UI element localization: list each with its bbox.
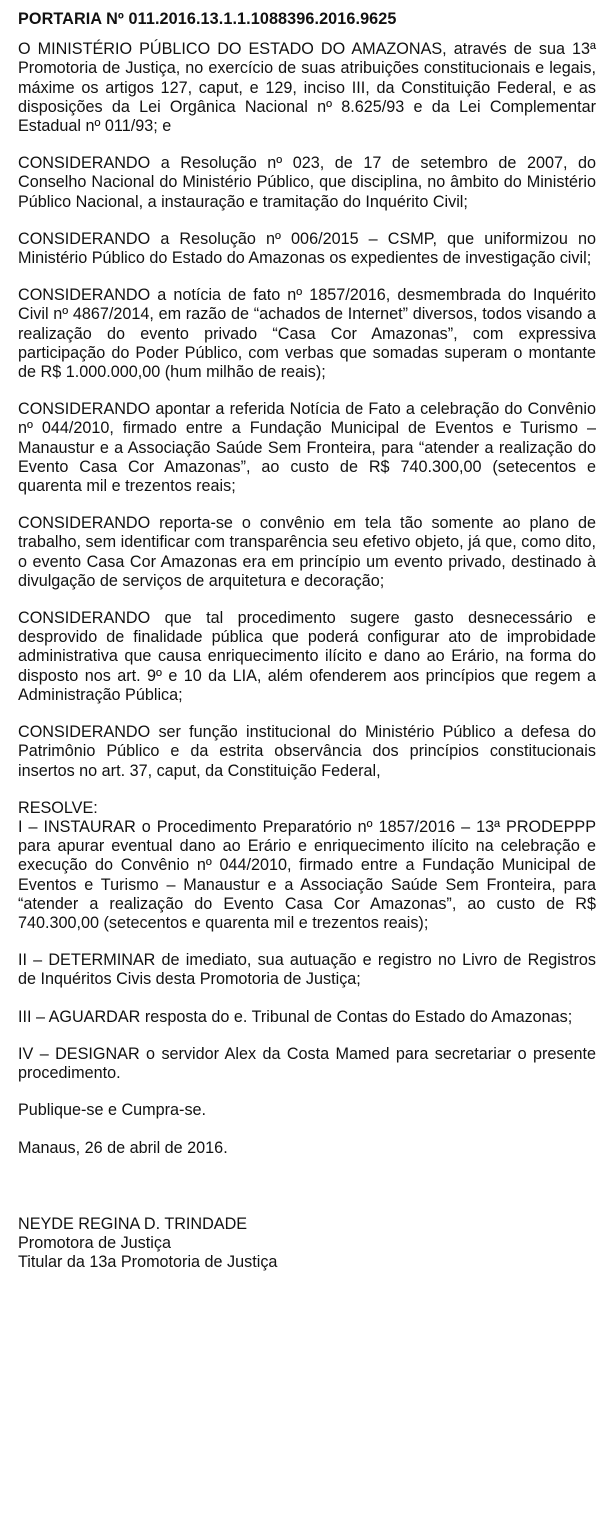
considerando-paragraph-5: CONSIDERANDO reporta-se o convênio em tela tão somente ao plano de trabalho, sem identificar com transparência seu efetivo objeto, já que, como dito, o evento Casa Cor Amazonas era em princípio um evento privado, destinado à divulgação de serviços de arquitetura e decoração; (18, 514, 596, 590)
resolve-item-2: II – DETERMINAR de imediato, sua autuação e registro no Livro de Registros de Inquéritos Civis desta Promotoria de Justiça; (18, 951, 596, 989)
considerando-paragraph-1: CONSIDERANDO a Resolução nº 023, de 17 de setembro de 2007, do Conselho Nacional do Ministério Público, que disciplina, no âmbito do Ministério Público Nacional, a instauração e tramitação do Inquérito Civil; (18, 154, 596, 211)
resolve-item-1: I – INSTAURAR o Procedimento Preparatório nº 1857/2016 – 13ª PRODEPPP para apurar eventual dano ao Erário e enriquecimento ilícito na celebração e execução do Convênio nº 044/2010, firmado entre a Fundação Municipal de Eventos e Turismo – Manaustur e a Associação Saúde Sem Fronteira, para “atender a realização do Evento Casa Cor Amazonas”, ao custo de R$ 740.300,00 (setecentos e quarenta mil e trezentos reais); (18, 817, 596, 932)
document-page (18, 10, 596, 1272)
resolve-item-3: III – AGUARDAR resposta do e. Tribunal de Contas do Estado do Amazonas; (18, 1007, 573, 1026)
resolve-heading: RESOLVE: (18, 798, 98, 817)
considerando-paragraph-7: CONSIDERANDO ser função institucional do Ministério Público a defesa do Patrimônio Público e da estrita observância dos princípios constitucionais insertos no art. 37, caput, da Constituição Federal, (18, 723, 596, 780)
signatory-office: Titular da 13a Promotoria de Justiça (18, 1252, 278, 1271)
place-date: Manaus, 26 de abril de 2016. (18, 1139, 228, 1158)
considerando-paragraph-4: CONSIDERANDO apontar a referida Notícia de Fato a celebração do Convênio nº 044/2010, firmado entre a Fundação Municipal de Eventos e Turismo – Manaustur e a Associação Saúde Sem Fronteira, para “atender a realização do Evento Casa Cor Amazonas”, ao custo de R$ 740.300,00 (setecentos e quarenta mil e trezentos reais; (18, 400, 596, 496)
considerando-paragraph-6: CONSIDERANDO que tal procedimento sugere gasto desnecessário e desprovido de finalidade pública que poderá configurar ato de improbidade administrativa que causa enriquecimento ilícito e dano ao Erário, na forma do disposto nos art. 9º e 10 da LIA, além ofenderem aos princípios que regem a Administração Pública; (18, 609, 596, 704)
signatory-role: Promotora de Justiça (18, 1233, 171, 1252)
closing-line: Publique-se e Cumpra-se. (18, 1101, 207, 1120)
signatory-name: NEYDE REGINA D. TRINDADE (18, 1214, 248, 1233)
considerando-paragraph-2: CONSIDERANDO a Resolução nº 006/2015 – CSMP, que uniformizou no Ministério Público do Estado do Amazonas os expedientes de investigação civil; (18, 229, 596, 268)
signature-block (18, 1215, 596, 1273)
considerando-paragraph-3: CONSIDERANDO a notícia de fato nº 1857/2016, desmembrada do Inquérito Civil nº 4867/2014, em razão de “achados de Internet” diversos, todos visando a realização do evento privado “Casa Cor Amazonas”, com expressiva participação do Poder Público, com verbas que somadas superam o montante de R$ 1.000.000,00 (hum milhão de reais); (18, 286, 596, 382)
document-title: PORTARIA Nº 011.2016.13.1.1.1088396.2016.9625 (18, 10, 397, 28)
resolve-item-4: IV – DESIGNAR o servidor Alex da Costa Mamed para secretariar o presente procedimento. (18, 1044, 596, 1082)
preamble-paragraph: O MINISTÉRIO PÚBLICO DO ESTADO DO AMAZONAS, através de sua 13ª Promotoria de Justiça, no exercício de suas atribuições constitucionais e legais, máxime os artigos 127, caput, e 129, inciso III, da Constituição Federal, e as disposições da Lei Orgânica Nacional nº 8.625/93 e da Lei Complementar Estadual nº 011/93; e (18, 40, 596, 136)
